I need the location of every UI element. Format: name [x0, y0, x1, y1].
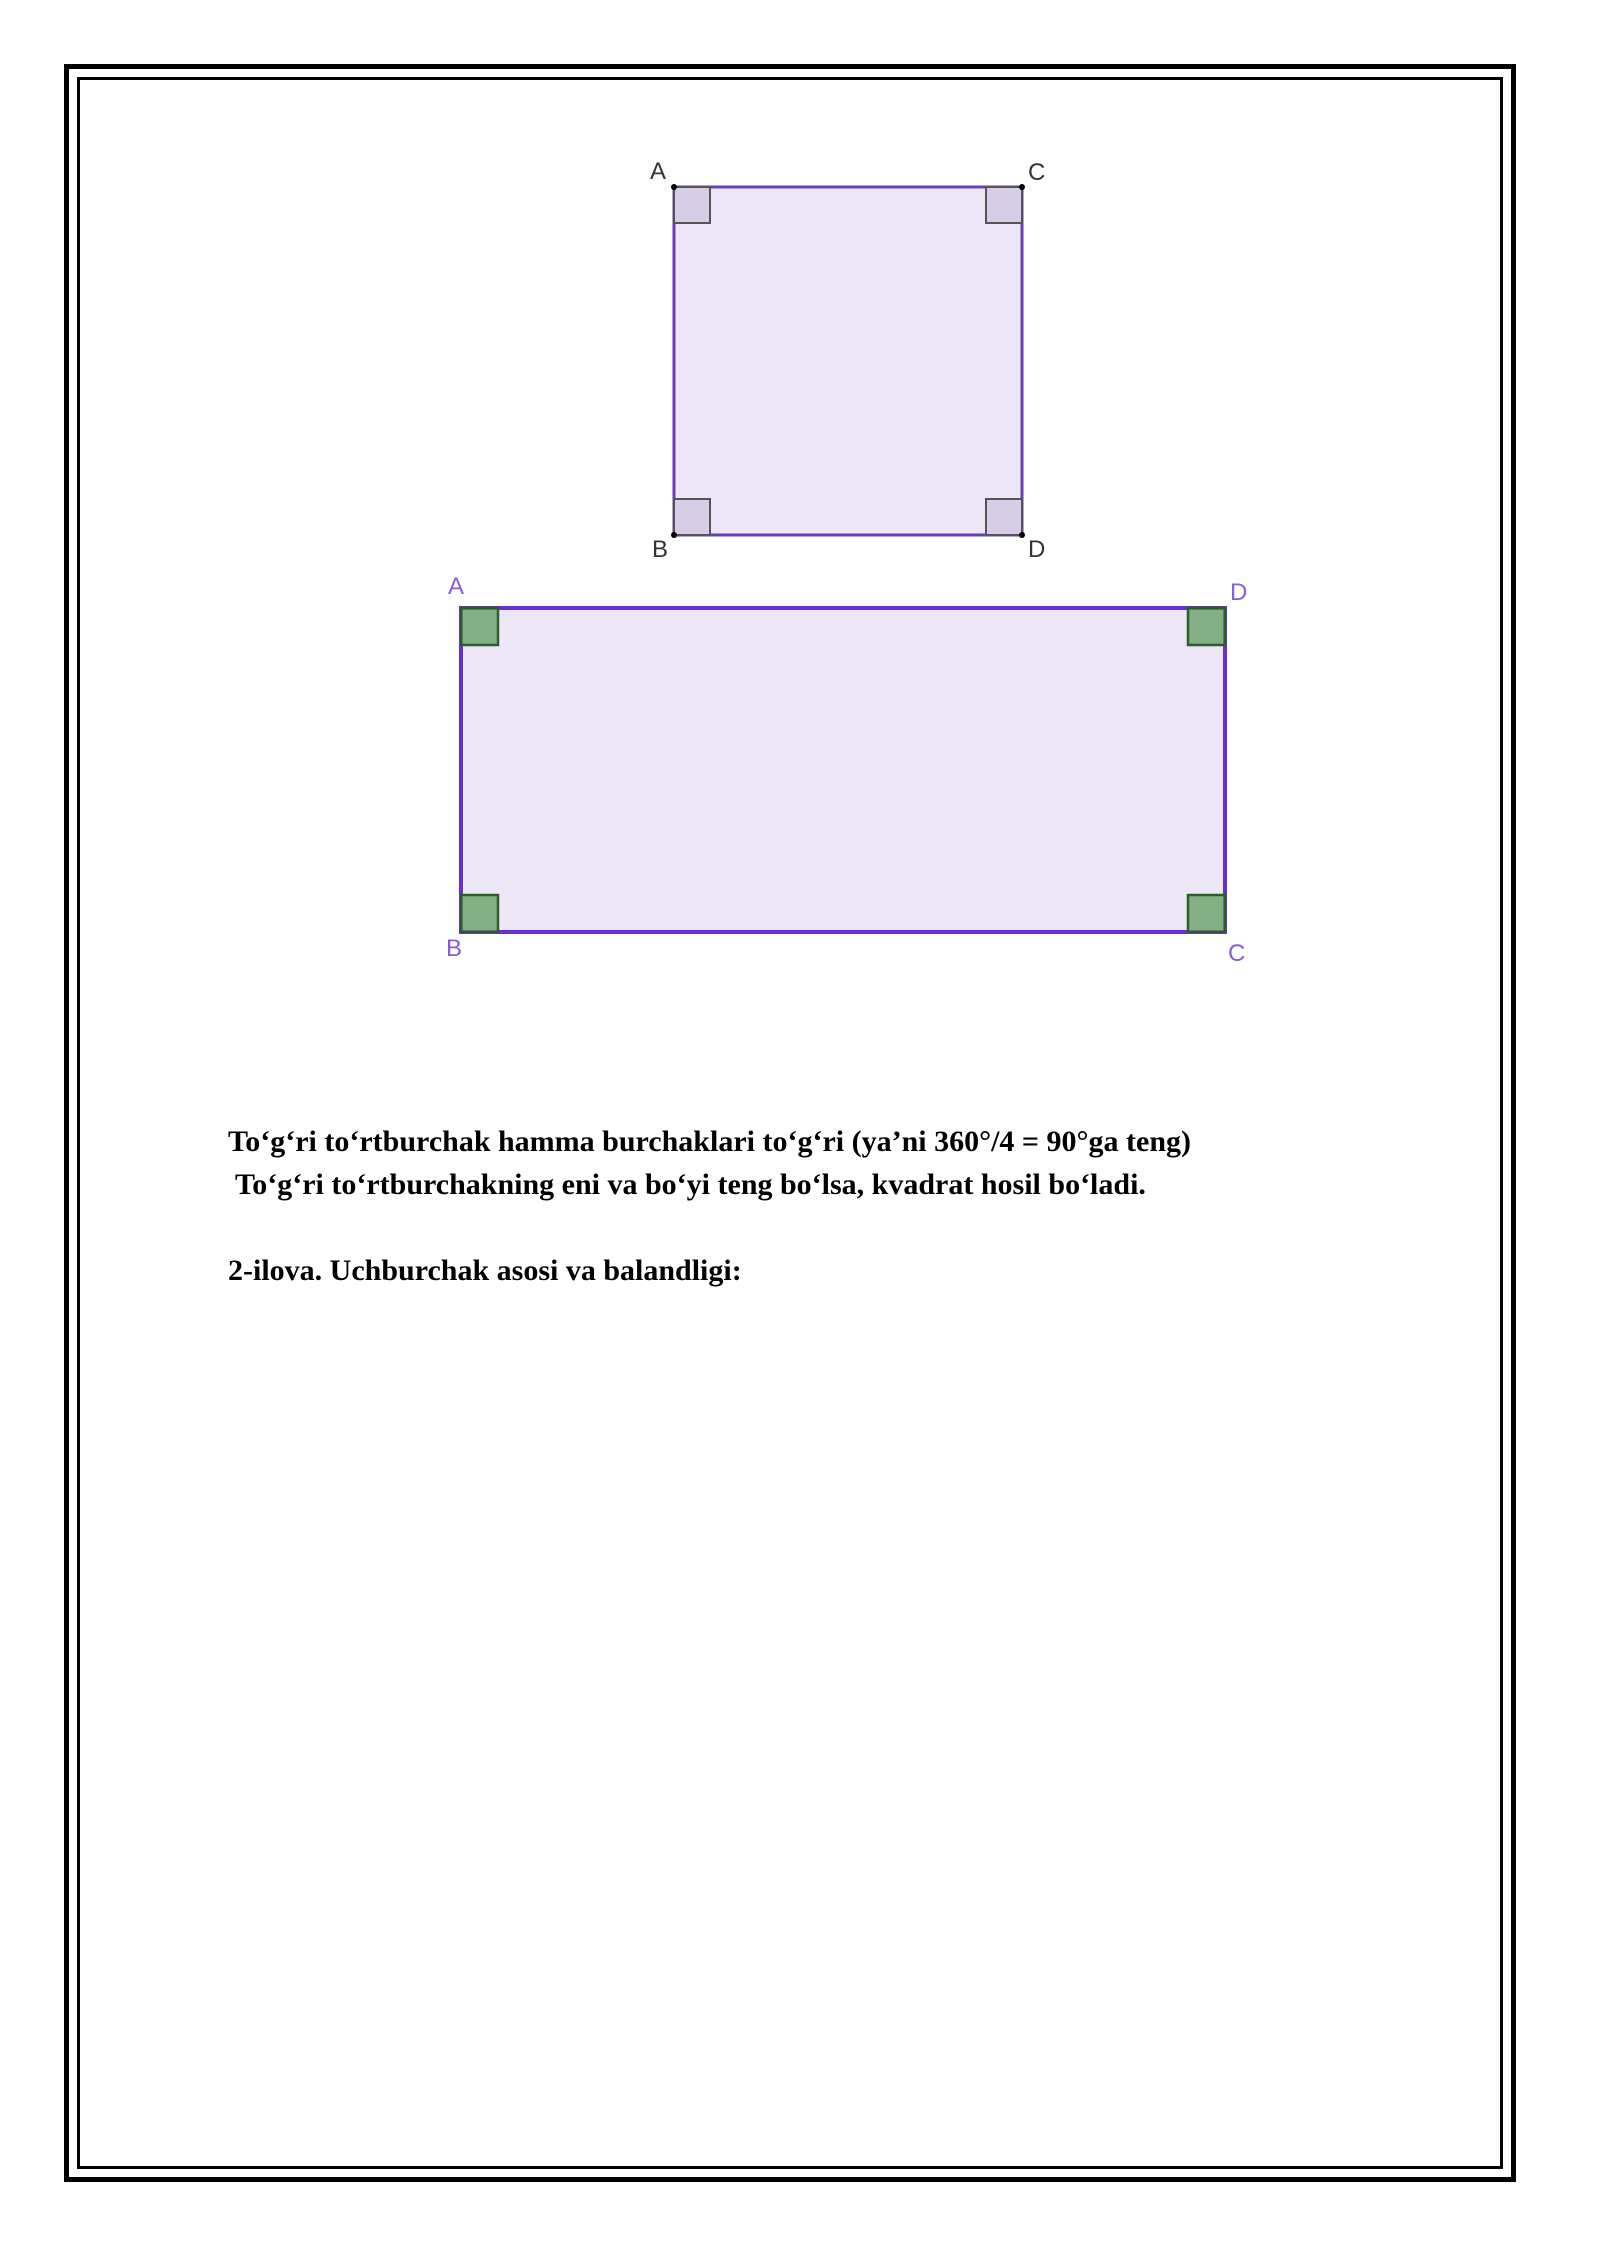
- appendix-heading: 2-ilova. Uchburchak asosi va balandligi:: [228, 1254, 742, 1287]
- square-shape: [674, 187, 1022, 535]
- right-angle-marker: [674, 187, 710, 223]
- square-condition-statement: To‘g‘ri to‘rtburchakning eni va bo‘yi teng bo‘lsa, kvadrat hosil bo‘ladi.: [228, 1168, 1146, 1201]
- right-angle-marker: [1188, 608, 1225, 645]
- rectangle-angles-statement: To‘g‘ri to‘rtburchak hamma burchaklari to‘g‘ri (ya’ni 360°/4 = 90°ga teng): [228, 1125, 1192, 1158]
- right-angle-marker: [674, 499, 710, 535]
- rectangle-shape: [461, 608, 1225, 932]
- vertex-point: [1019, 184, 1025, 190]
- vertex-point: [671, 184, 677, 190]
- right-angle-marker: [461, 895, 498, 932]
- vertex-label-b: B: [446, 935, 463, 962]
- vertex-label-b: B: [652, 536, 669, 563]
- right-angle-marker: [986, 499, 1022, 535]
- vertex-label-d: D: [1028, 536, 1046, 563]
- right-angle-marker: [461, 608, 498, 645]
- vertex-label-c: C: [1228, 940, 1246, 967]
- rectangle-figure: [440, 570, 1260, 980]
- vertex-point: [671, 532, 677, 538]
- vertex-label-a: A: [448, 573, 465, 600]
- right-angle-marker: [1188, 895, 1225, 932]
- vertex-label-d: D: [1230, 579, 1248, 606]
- right-angle-marker: [986, 187, 1022, 223]
- square-figure: [640, 150, 1060, 570]
- vertex-point: [1019, 532, 1025, 538]
- spacer: [228, 1206, 1428, 1249]
- vertex-label-a: A: [650, 158, 667, 185]
- vertex-label-c: C: [1028, 159, 1046, 186]
- text-block: [228, 1120, 1428, 1292]
